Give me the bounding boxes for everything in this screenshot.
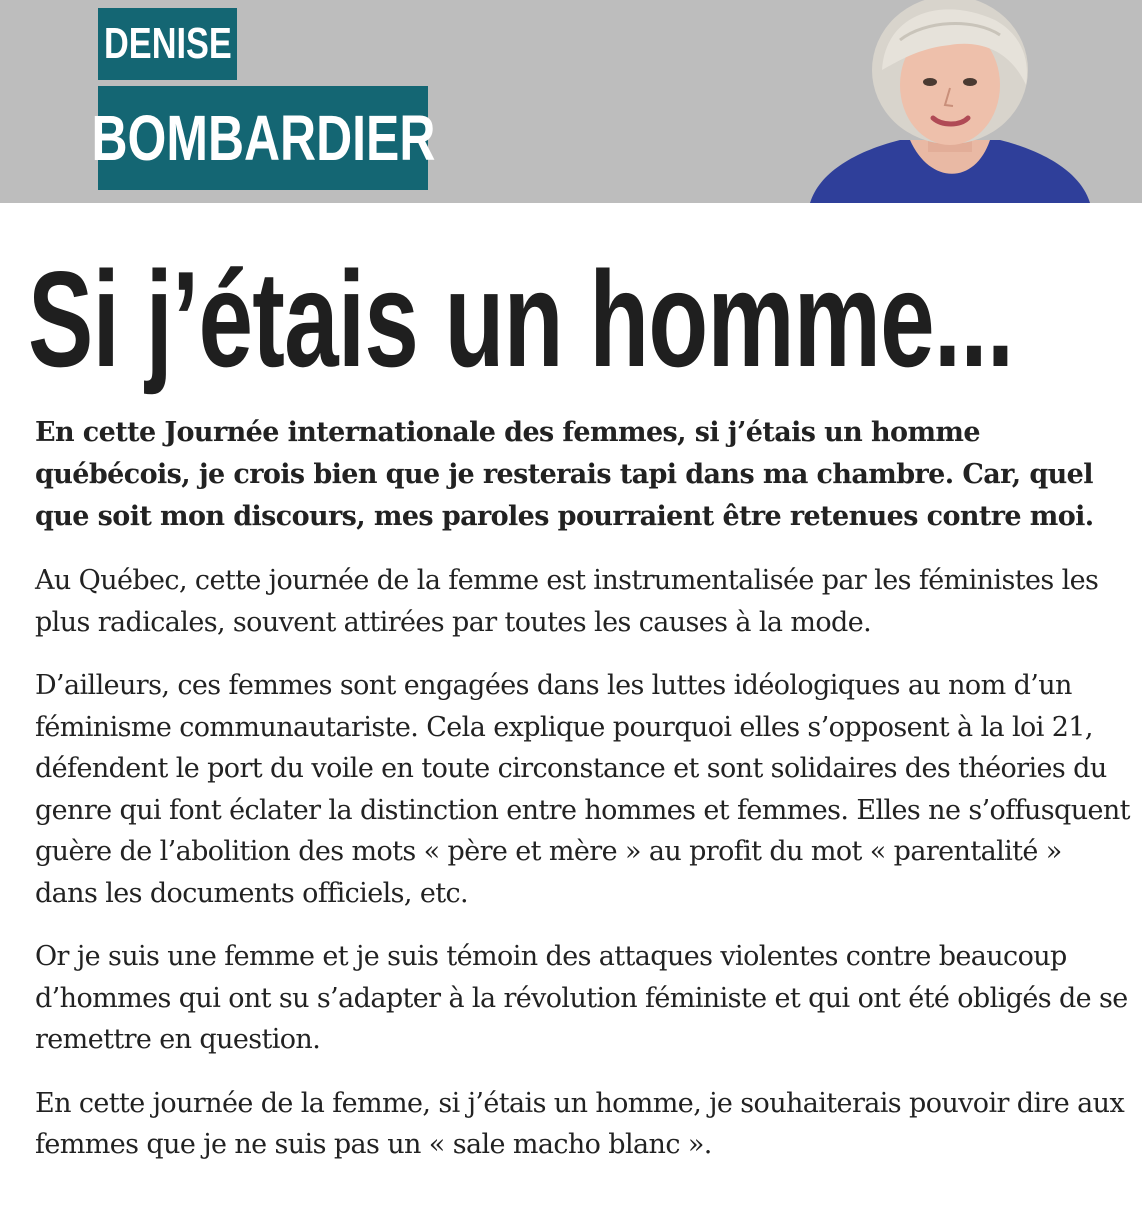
author-first-name-box	[98, 8, 237, 80]
article-paragraph: D’ailleurs, ces femmes sont engagées dans les luttes idéologiques au nom d’un féminisme communautariste. Cela explique pourquoi elles s’opposent à la loi 21, défendent le port du voile en toute circonstance et sont solidaires des théories du genre qui font éclater la distinction entre hommes et femmes. Elles ne s’offusquent guère de l’abolition des mots « père et mère » au profit du mot « parentalité » dans les documents officiels, etc.	[35, 670, 1130, 909]
article-body	[35, 412, 1130, 1188]
article-paragraph: Or je suis une femme et je suis témoin des attaques violentes contre beaucoup d’hommes qui ont su s’adapter à la révolution féministe et qui ont été obligés de se remettre en question.	[35, 941, 1128, 1055]
article-headline: Si j’étais un homme...	[28, 243, 1014, 395]
article-lede: En cette Journée internationale des femmes, si j’étais un homme québécois, je crois bien que je resterais tapi dans ma chambre. Car, quel que soit mon discours, mes paroles pourraient être retenues contre moi.	[35, 417, 1094, 532]
author-last-name: BOMBARDIER	[91, 102, 435, 174]
author-portrait	[790, 0, 1110, 203]
article-paragraph: En cette journée de la femme, si j’étais un homme, je souhaiterais pouvoir dire aux femmes que je ne suis pas un « sale macho blanc ».	[35, 1087, 1125, 1160]
author-last-name-box	[91, 86, 435, 190]
article-paragraph: Au Québec, cette journée de la femme est instrumentalisée par les féministes les plus radicales, souvent attirées par toutes les causes à la mode.	[35, 565, 1099, 638]
author-first-name: DENISE	[103, 19, 232, 68]
author-header	[0, 0, 1142, 203]
